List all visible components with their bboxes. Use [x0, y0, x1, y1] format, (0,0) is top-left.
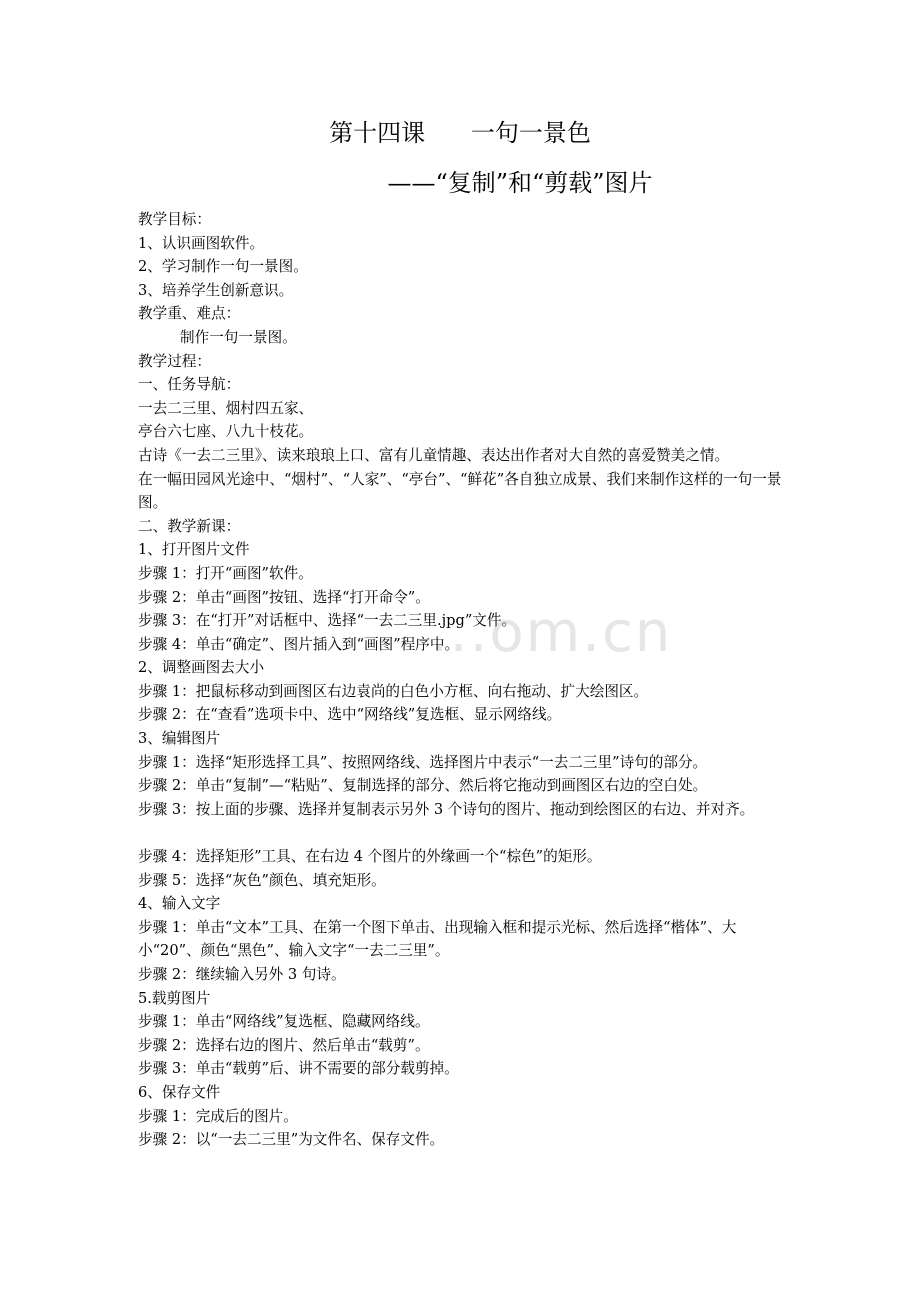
step-text: 步骤 1：选择“矩形选择工具”、按照网络线、选择图片中表示“一去二三里”诗句的部分。 [138, 753, 708, 771]
step-text: 步骤 3：在“打开”对话框中、选择“一去二三里.jpg”文件。 [138, 612, 517, 630]
step-text: 步骤 2：在“查看”选项卡中、选中“网络线”复选框、显示网络线。 [138, 706, 562, 724]
poem-line: 亭台六七座、八九十枝花。 [138, 423, 314, 441]
step-text: 步骤 2：继续输入另外 3 句诗。 [138, 966, 346, 983]
step-text: 步骤 4：单击“确定”、图片插入到“画图”程序中。 [138, 635, 460, 653]
subsection-heading: 4、输入文字 [138, 895, 221, 913]
subsection-heading: 3、编辑图片 [138, 730, 221, 748]
step-text: 步骤 3：按上面的步骤、选择并复制表示另外 3 个诗句的图片、拖动到绘图区的右边、并对齐。 [138, 800, 755, 818]
subsection-heading: 1、打开图片文件 [138, 541, 250, 559]
step-text: 步骤 3：单击“载剪”后、讲不需要的部分载剪掉。 [138, 1060, 459, 1078]
step-text: 步骤 1：打开“画图”软件。 [138, 564, 313, 582]
paragraph-text: 在一幅田园风光途中、“烟村”、“人家”、“亭台”、“鲜花”各自独立成景、我们来制作这样的一句一景图。 [138, 470, 782, 512]
objective-item: 1、认识画图软件。 [138, 234, 265, 252]
section-heading-new-lesson: 二、教学新课： [138, 517, 241, 535]
subsection-heading: 5.载剪图片 [138, 989, 211, 1007]
key-point-text: 制作一句一景图。 [180, 328, 297, 346]
poem-line: 一去二三里、烟村四五家、 [138, 399, 314, 417]
objective-item: 3、培养学生创新意识。 [138, 281, 294, 299]
subsection-heading: 2、调整画图去大小 [138, 659, 265, 677]
section-heading-key-points: 教学重、难点： [138, 305, 241, 323]
lesson-title: 第十四课 一句一景色 [329, 119, 591, 147]
step-text: 步骤 2：单击“画图”按钮、选择“打开命令”。 [138, 588, 430, 606]
lesson-body [138, 208, 788, 1152]
subsection-heading: 一、任务导航： [138, 376, 241, 394]
step-text: 步骤 1：完成后的图片。 [138, 1107, 298, 1125]
section-heading-process: 教学过程： [138, 352, 211, 370]
objective-item: 2、学习制作一句一景图。 [138, 258, 308, 276]
step-text: 步骤 2：单击“复制”—“粘贴”、复制选择的部分、然后将它拖动到画图区右边的空白处。 [138, 777, 708, 795]
subsection-heading: 6、保存文件 [138, 1083, 221, 1101]
step-text: 步骤 1：单击“网络线”复选框、隐藏网络线。 [138, 1013, 430, 1031]
step-text: 步骤 4：选择矩形”工具、在右边 4 个图片的外缘画一个“棕色”的矩形。 [138, 848, 602, 866]
step-text: 步骤 1：把鼠标移动到画图区右边袁尚的白色小方框、向右拖动、扩大绘图区。 [138, 682, 649, 700]
step-text: 步骤 2：以“一去二三里”为文件名、保存文件。 [138, 1131, 445, 1149]
watermark: ...om.cn [430, 600, 673, 665]
step-text: 步骤 2：选择右边的图片、然后单击“载剪”。 [138, 1036, 430, 1054]
section-heading-objectives: 教学目标： [138, 211, 211, 228]
step-text: 步骤 5：选择“灰色”颜色、填充矩形。 [138, 871, 386, 889]
step-text: 步骤 1：单击“文本”工具、在第一个图下单击、出现输入框和提示光标、然后选择“楷体”、大小“20”、颜色“黑色”、输入文字“一去二三里”。 [138, 918, 737, 960]
lesson-subtitle: ——“复制”和“剪载”图片 [387, 169, 653, 197]
paragraph-text: 古诗《一去二三里》、读来琅琅上口、富有儿童情趣、表达出作者对大自然的喜爱赞美之情。 [138, 446, 730, 464]
